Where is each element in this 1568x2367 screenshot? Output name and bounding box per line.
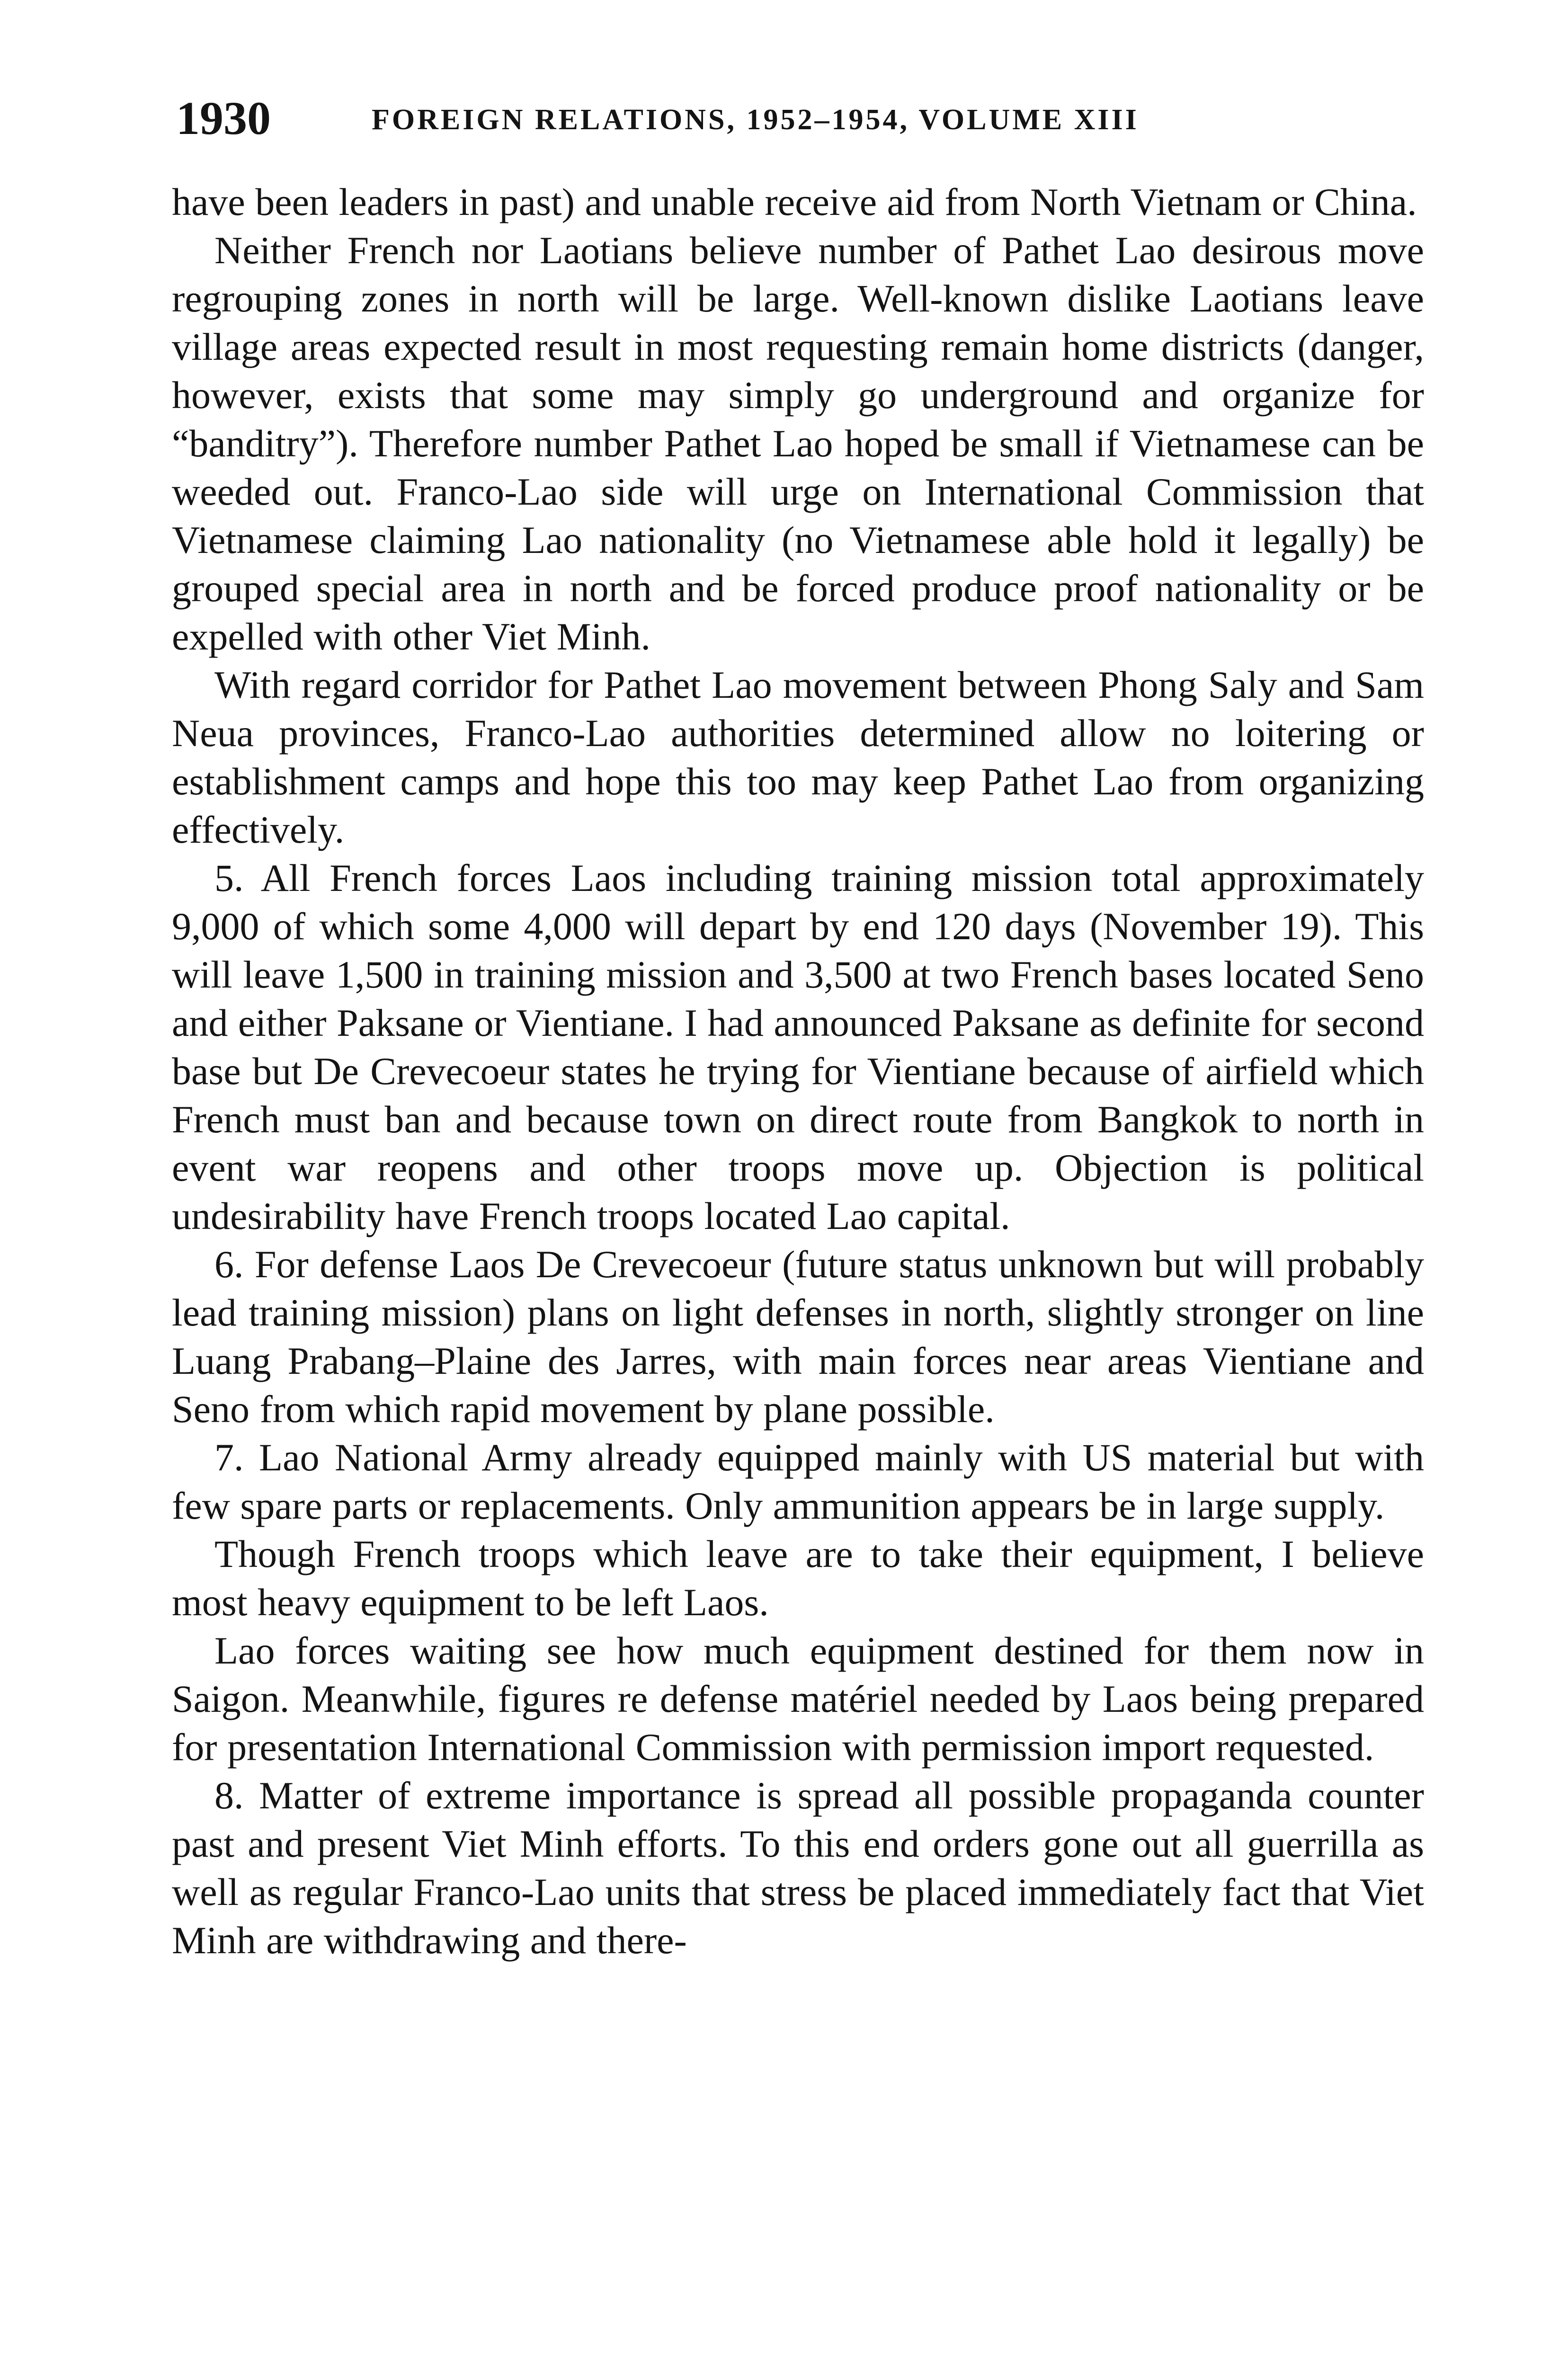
- paragraph-french-equipment: Though French troops which leave are to take their equipment, I believe most heavy equipment to be left Laos.: [172, 1532, 1424, 1624]
- body-text: [172, 178, 1424, 1965]
- paragraph-continuation: have been leaders in past) and unable receive aid from North Vietnam or China.: [172, 180, 1417, 223]
- paragraph-item-8: 8. Matter of extreme importance is spread all possible propaganda counter past and present Viet Minh efforts. To this end orders gone out all guerrilla as well as regular Franco-Lao units that stress be placed immediately fact that Viet Minh are withdrawing and there-: [172, 1774, 1424, 1962]
- paragraph-corridor: With regard corridor for Pathet Lao movement between Phong Saly and Sam Neua provinces, Franco-Lao authorities determined allow no loitering or establishment camps and hope this too may keep Pathet Lao from organizing effectively.: [172, 663, 1424, 851]
- running-head: [176, 90, 1421, 147]
- page-number: 1930: [176, 92, 271, 144]
- paragraph-pathet-lao-regrouping: Neither French nor Laotians believe number of Pathet Lao desirous move regrouping zones in north will be large. Well-known dislike Laotians leave village areas expected result in most requesting remain home districts (danger, however, exists that some may simply go underground and organize for “banditry”). Therefore number Pathet Lao hoped be small if Vietnamese can be weeded out. Franco-Lao side will urge on International Commission that Vietnamese claiming Lao nationality (no Vietnamese able hold it legally) be grouped special area in north and be forced produce proof nationality or be expelled with other Viet Minh.: [172, 229, 1424, 658]
- running-head-title: FOREIGN RELATIONS, 1952–1954, VOLUME XIII: [372, 104, 1139, 136]
- paragraph-item-6: 6. For defense Laos De Crevecoeur (future status unknown but will probably lead training mission) plans on light defenses in north, slightly stronger on line Luang Prabang–Plaine des Jarres, with main forces near areas Vientiane and Seno from which rapid movement by plane possible.: [172, 1243, 1424, 1431]
- paragraph-item-5: 5. All French forces Laos including training mission total approximately 9,000 of which some 4,000 will depart by end 120 days (November 19). This will leave 1,500 in training mission and 3,500 at two French bases located Seno and either Paksane or Vientiane. I had announced Paksane as definite for second base but De Crevecoeur states he trying for Vientiane because of airfield which French must ban and because town on direct route from Bangkok to north in event war reopens and other troops move up. Objection is political undesirability have French troops located Lao capital.: [172, 856, 1424, 1237]
- paragraph-lao-forces: Lao forces waiting see how much equipment destined for them now in Saigon. Meanwhile, figures re defense matériel needed by Laos being prepared for presentation International Commission with permission import requested.: [172, 1629, 1424, 1769]
- paragraph-item-7: 7. Lao National Army already equipped mainly with US material but with few spare parts or replacements. Only ammunition appears be in large supply.: [172, 1436, 1424, 1527]
